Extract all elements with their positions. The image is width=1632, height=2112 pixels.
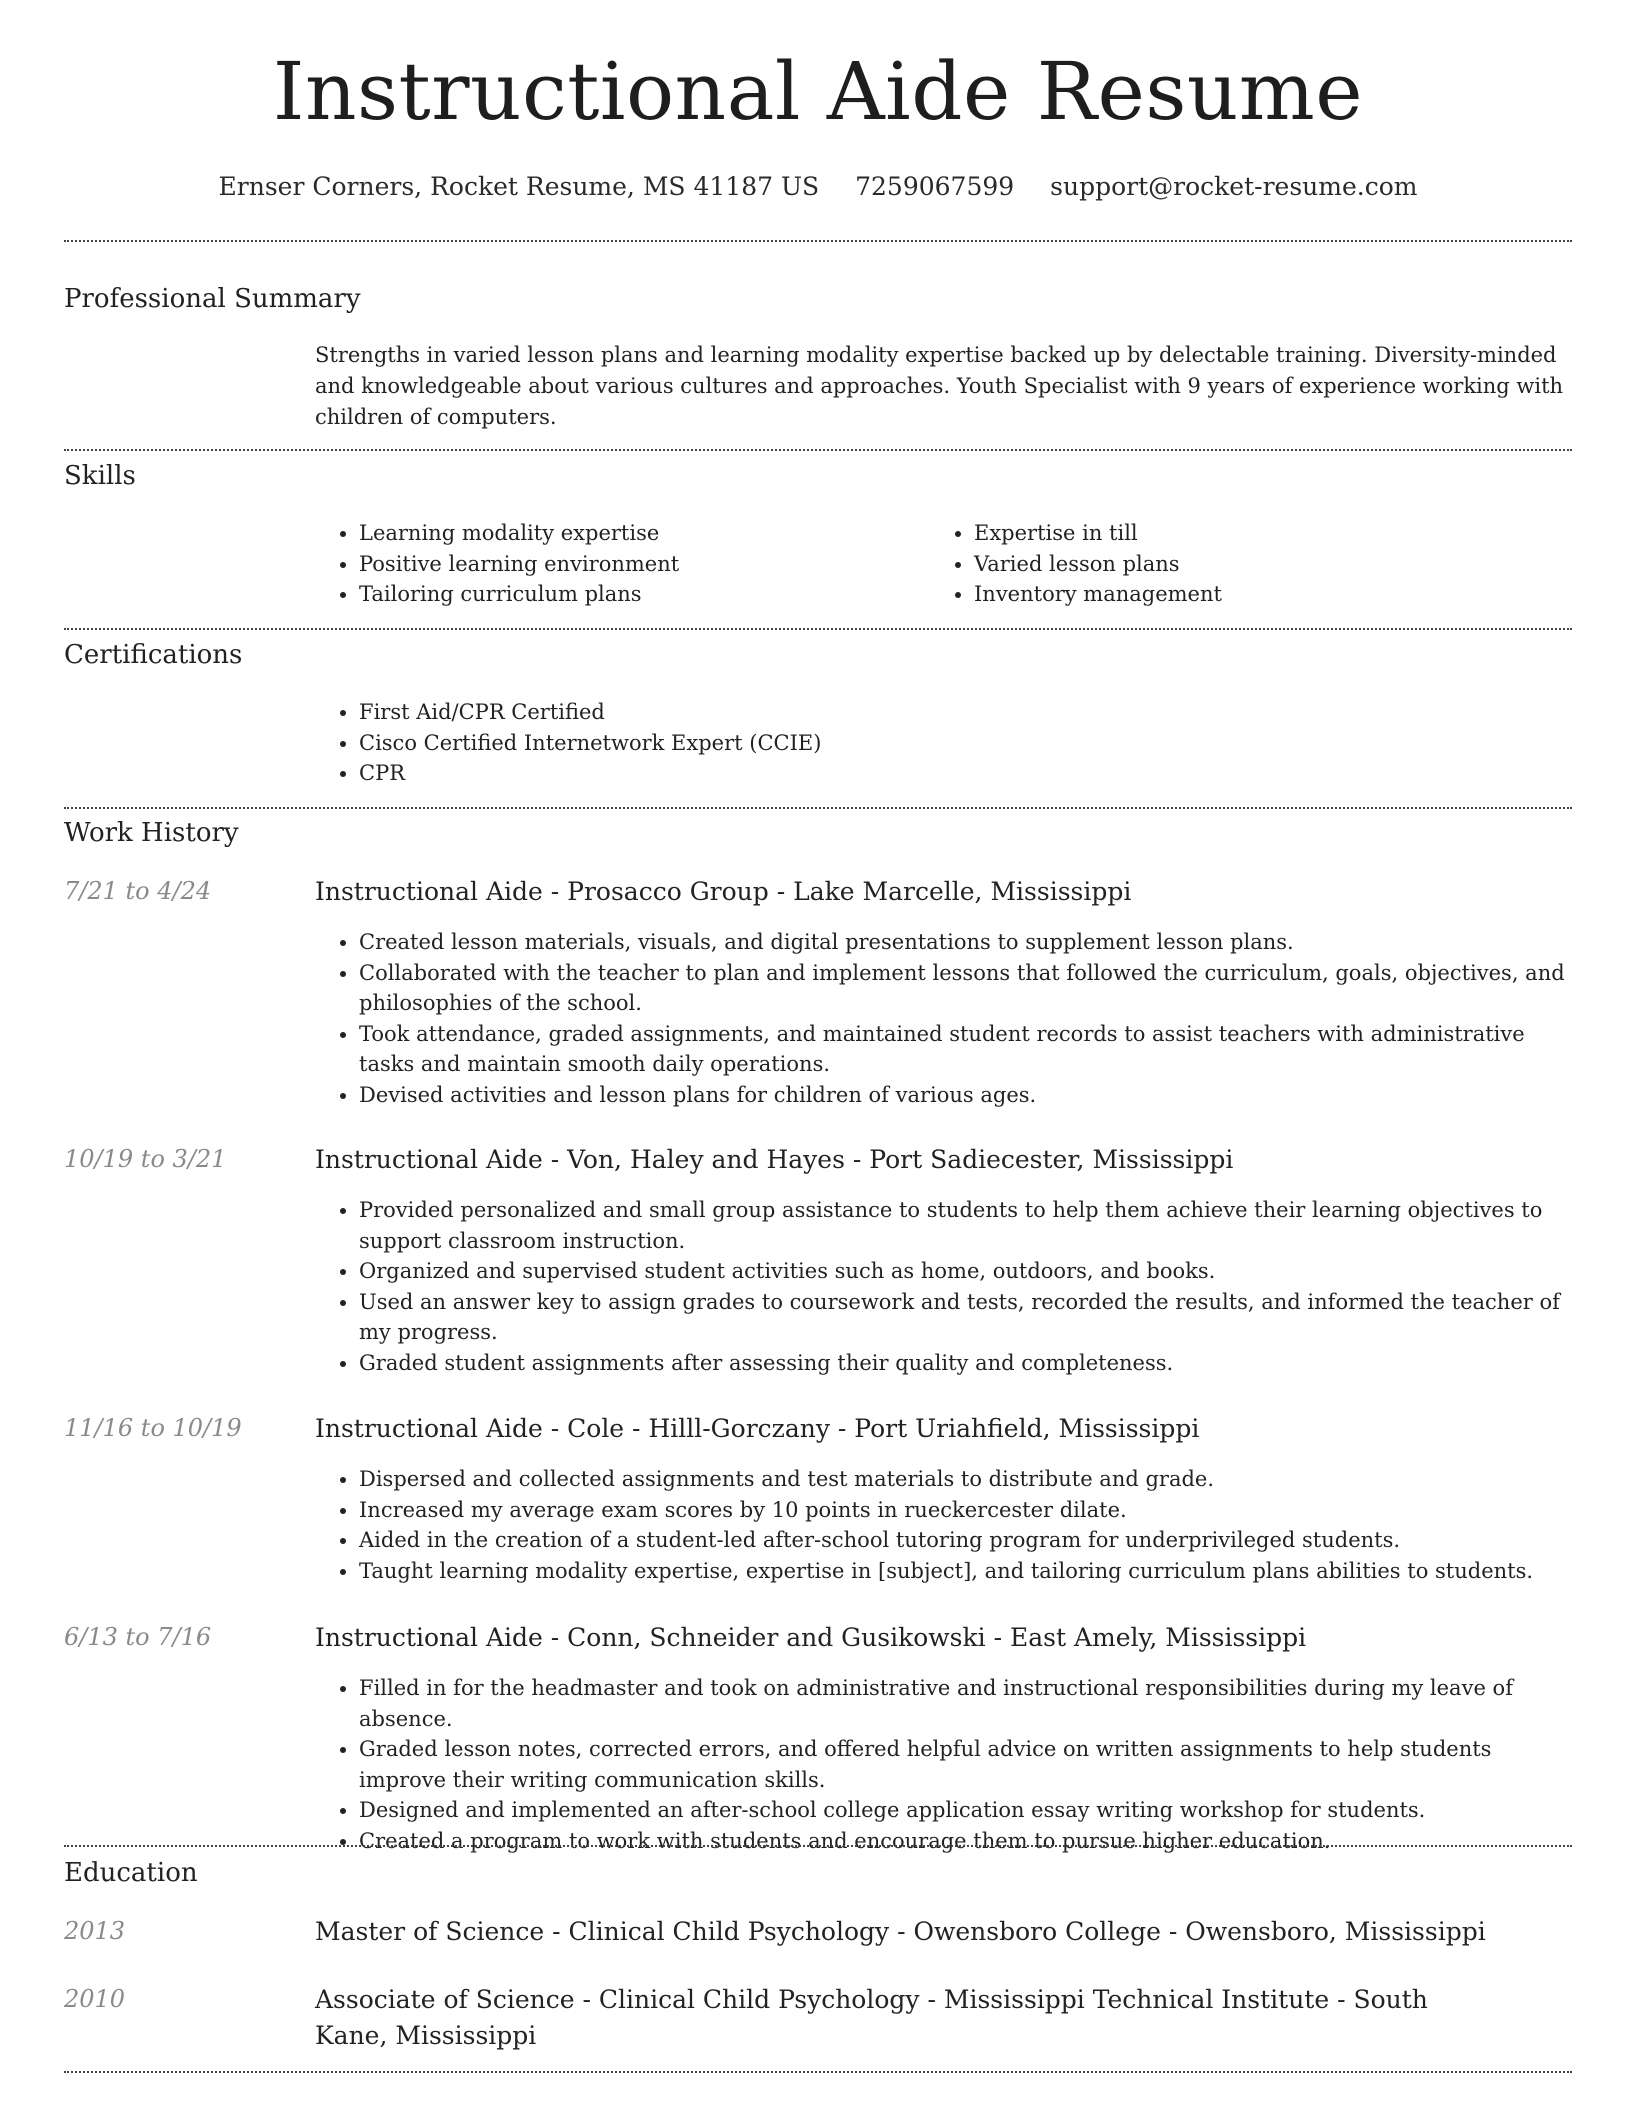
job-bullets [315,1195,1572,1378]
education-entry: Master of Science - Clinical Child Psychology - Owensboro College - Owensboro, Mississippi [315,1917,1486,1946]
divider [64,1845,1572,1847]
job-bullet: • Increased my average exam scores by 10 points in rueckercester dilate. [359,1495,1572,1526]
job-bullet: • Taught learning modality expertise, expertise in [subject], and tailoring curriculum plans abilities to students. [359,1556,1572,1587]
skill-item: • Inventory management [974,579,1490,610]
contact-phone: 7259067599 [855,172,1015,201]
divider [64,807,1572,809]
skills-column-2 [930,518,1490,610]
section-title-skills: Skills [64,461,136,491]
divider [64,449,1572,451]
certification-item: • First Aid/CPR Certified [359,697,1315,728]
section-title-work-history: Work History [64,818,239,848]
contact-email: support@rocket-resume.com [1050,172,1418,201]
job-bullet: • Provided personalized and small group assistance to students to help them achieve their learning objectives to support classroom instruction. [359,1195,1572,1256]
job-bullet: • Designed and implemented an after-school college application essay writing workshop for students. [359,1795,1572,1826]
job-dates: 10/19 to 3/21 [64,1145,227,1173]
job-bullet: • Organized and supervised student activities such as home, outdoors, and books. [359,1256,1572,1287]
job-bullets [315,1464,1572,1586]
job-bullet: • Created lesson materials, visuals, and digital presentations to supplement lesson plans. [359,927,1572,958]
job-dates: 11/16 to 10/19 [64,1414,242,1442]
job-bullets [315,927,1572,1110]
skills-column-1 [315,518,875,610]
section-title-education: Education [64,1858,198,1888]
divider [64,628,1572,630]
job-dates: 6/13 to 7/16 [64,1623,212,1651]
divider [64,240,1572,242]
job-bullet: • Collaborated with the teacher to plan and implement lessons that followed the curriculum, goals, objectives, and philosophies of the school. [359,958,1572,1019]
job-bullet: • Aided in the creation of a student-led after-school tutoring program for underprivileged students. [359,1525,1572,1556]
job-bullet: • Devised activities and lesson plans for children of various ages. [359,1080,1572,1111]
job-bullet: • Graded student assignments after assessing their quality and completeness. [359,1348,1572,1379]
contact-line [64,172,1572,201]
job-title: Instructional Aide - Von, Haley and Hayes - Port Sadiecester, Mississippi [315,1145,1234,1174]
section-title-summary: Professional Summary [64,284,361,314]
section-title-certifications: Certifications [64,640,243,670]
divider [64,2071,1572,2073]
certification-item: • CPR [359,758,1315,789]
skill-item: • Learning modality expertise [359,518,875,549]
job-bullet: • Used an answer key to assign grades to coursework and tests, recorded the results, and informed the teacher of my progress. [359,1287,1572,1348]
job-bullet: • Filled in for the headmaster and took on administrative and instructional responsibilities during my leave of absence. [359,1673,1572,1734]
job-bullet: • Took attendance, graded assignments, and maintained student records to assist teachers with administrative tasks and maintain smooth daily operations. [359,1019,1572,1080]
job-title: Instructional Aide - Conn, Schneider and Gusikowski - East Amely, Mississippi [315,1623,1307,1652]
job-bullets [315,1673,1572,1856]
education-year: 2013 [64,1917,126,1945]
contact-address: Ernser Corners, Rocket Resume, MS 41187 US [218,172,820,201]
summary-text: Strengths in varied lesson plans and learning modality expertise backed up by delectable training. Diversity-minded and knowledgeable about various cultures and approaches. Youth Specialist with 9 years of experience working with children of computers. [315,343,1564,429]
job-bullet: • Dispersed and collected assignments and test materials to distribute and grade. [359,1464,1572,1495]
skill-item: • Tailoring curriculum plans [359,579,875,610]
skill-item: • Expertise in till [974,518,1490,549]
skill-item: • Positive learning environment [359,549,875,580]
job-title: Instructional Aide - Cole - Hilll-Gorczany - Port Uriahfield, Mississippi [315,1414,1200,1443]
job-dates: 7/21 to 4/24 [64,877,212,905]
resume-title: Instructional Aide Resume [272,45,1364,138]
job-bullet: • Graded lesson notes, corrected errors, and offered helpful advice on written assignments to help students improve their writing communication skills. [359,1734,1572,1795]
job-bullet: • Created a program to work with students and encourage them to pursue higher education. [359,1826,1572,1857]
skill-item: • Varied lesson plans [974,549,1490,580]
certification-item: • Cisco Certified Internetwork Expert (CCIE) [359,728,1315,759]
certifications-list [315,697,1315,789]
job-title: Instructional Aide - Prosacco Group - Lake Marcelle, Mississippi [315,877,1132,906]
education-entry: Associate of Science - Clinical Child Psychology - Mississippi Technical Institute - South Kane, Mississippi [315,1985,1428,2050]
education-year: 2010 [64,1985,126,2013]
